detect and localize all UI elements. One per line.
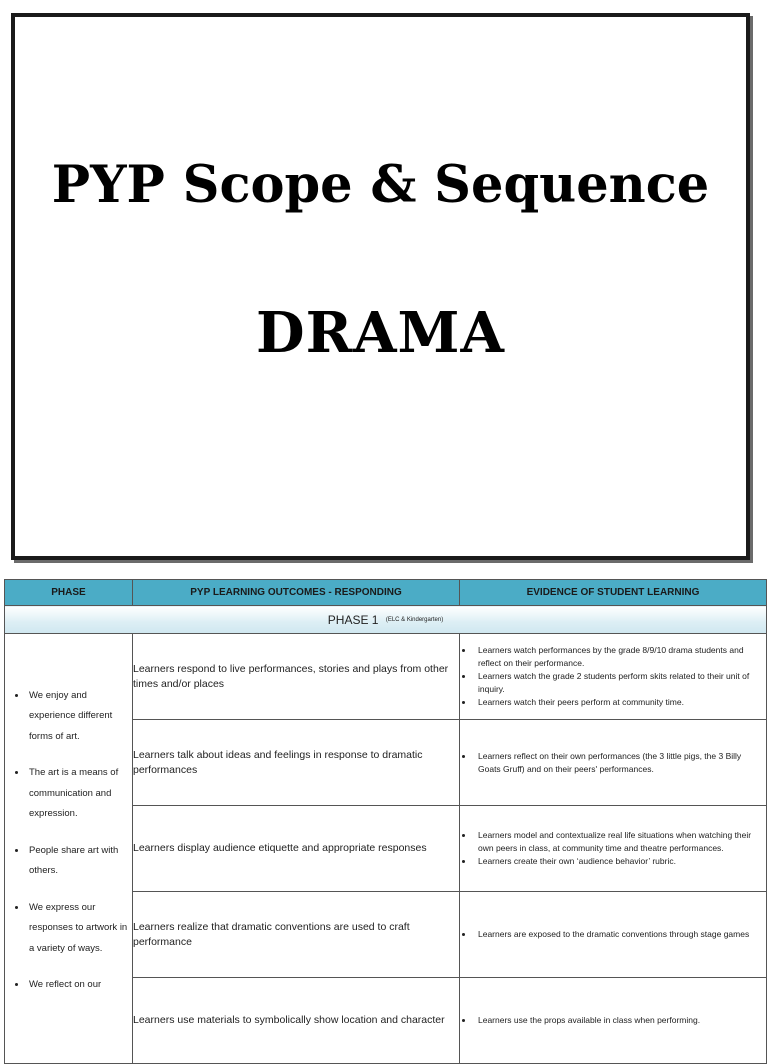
header-outcomes: PYP LEARNING OUTCOMES - RESPONDING [133, 580, 460, 606]
phase-label: PHASE 1 [327, 612, 379, 627]
cover-frame [11, 13, 750, 560]
evidence-cell [460, 892, 767, 978]
outcome-cell: Learners talk about ideas and feelings in response to dramatic performances [133, 720, 460, 806]
evidence-list [460, 750, 766, 776]
phase-note: (ELC & Kindergarten) [385, 617, 444, 624]
table-header-row [5, 580, 767, 606]
evidence-list [460, 1014, 766, 1027]
list-item: • The art is a means of communication and expression. [27, 763, 132, 825]
outcome-cell: Learners respond to live performances, stories and plays from other times and/or places [133, 634, 460, 720]
table-row [5, 634, 767, 720]
list-item: • People share art with others. [27, 841, 132, 882]
cover-subtitle: DRAMA [256, 300, 505, 366]
list-item: • We reflect on our [27, 975, 132, 996]
evidence-cell [460, 634, 767, 720]
list-item: • Learners model and contextualize real life situations when watching their own peers in class, at community time and theatre performances. [474, 829, 766, 855]
list-item: • Learners watch performances by the grade 8/9/10 drama students and reflect on their performance. [474, 644, 766, 670]
evidence-list [460, 928, 766, 941]
list-item: • Learners watch their peers perform at community time. [474, 696, 766, 709]
cover-title: PYP Scope & Sequence [51, 155, 710, 215]
outcome-cell: Learners realize that dramatic conventions are used to craft performance [133, 892, 460, 978]
list-item: • Learners watch the grade 2 students perform skits related to their unit of inquiry. [474, 670, 766, 696]
evidence-cell [460, 806, 767, 892]
outcome-cell: Learners use materials to symbolically show location and character [133, 978, 460, 1064]
list-item: • Learners are exposed to the dramatic conventions through stage games [474, 928, 766, 941]
list-item: • We enjoy and experience different forms of art. [27, 686, 132, 748]
phase-label-cell [5, 606, 767, 634]
evidence-list [460, 644, 766, 709]
header-evidence: EVIDENCE OF STUDENT LEARNING [460, 580, 767, 606]
list-item: • Learners use the props available in class when performing. [474, 1014, 766, 1027]
concept-list [5, 686, 132, 996]
evidence-list [460, 829, 766, 868]
evidence-cell [460, 720, 767, 806]
evidence-cell [460, 978, 767, 1064]
scope-sequence-table [4, 579, 767, 1064]
list-item: • Learners create their own ‘audience behavior’ rubric. [474, 855, 766, 868]
phase-row [5, 606, 767, 634]
outcome-cell: Learners display audience etiquette and appropriate responses [133, 806, 460, 892]
concepts-cell [5, 634, 133, 1064]
list-item: • We express our responses to artwork in a variety of ways. [27, 898, 132, 960]
header-phase: PHASE [5, 580, 133, 606]
list-item: • Learners reflect on their own performances (the 3 little pigs, the 3 Billy Goats Gruff) and on their peers' performances. [474, 750, 766, 776]
